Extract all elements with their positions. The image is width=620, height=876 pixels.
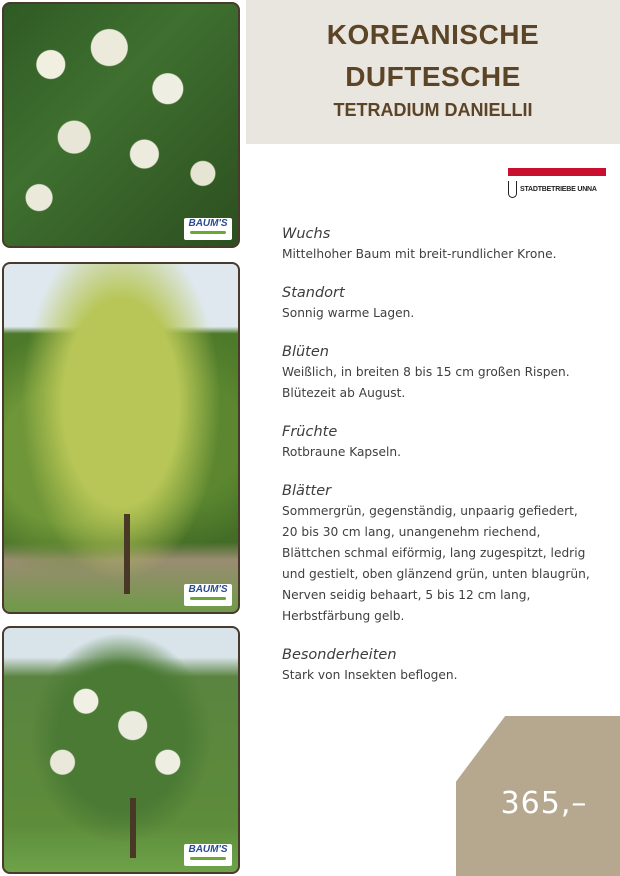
nursery-logo: BAUM'S [184,844,232,866]
photo-tree-summer [2,262,240,614]
section-body: Sommergrün, gegenständig, unpaarig gefiedert, 20 bis 30 cm lang, unangenehm riechend, Blättchen schmal eiförmig, lang zugespitzt, ledrig und gestielt, oben glänzend grün, unten blaugrün, Nerven seidig behaart, 5 bis 12 cm lang, Herbstfärbung gelb. [282,504,590,623]
section-heading: Besonderheiten [282,647,397,663]
nursery-logo: BAUM'S [184,218,232,240]
page-title-line2: DUFTESCHE [345,61,521,92]
section-heading: Wuchs [282,226,331,242]
section-body: Rotbraune Kapseln. [282,445,402,459]
price-label: 365,– [500,786,588,821]
section-wuchs [282,224,607,265]
section-standort [282,283,607,324]
section-body: Stark von Insekten beflogen. [282,668,458,682]
description [282,224,607,704]
botanical-name: TETRADIUM DANIELLII [333,100,533,120]
section-body: Mittelhoher Baum mit breit-rundlicher Krone. [282,247,557,261]
photo-flowering-branches [2,2,240,248]
section-body: Weißlich, in breiten 8 bis 15 cm großen Rispen. Blütezeit ab August. [282,365,570,400]
section-heading: Blüten [282,344,329,360]
section-blaetter [282,481,607,627]
section-blueten [282,342,607,404]
photo-tree-blooming [2,626,240,874]
section-besonderheiten [282,645,607,686]
section-heading: Blätter [282,483,332,499]
section-body: Sonnig warme Lagen. [282,306,415,320]
nursery-logo: BAUM'S [184,584,232,606]
u-mark-icon [508,181,517,198]
section-fruechte [282,422,607,463]
stadtbetriebe-logo: STADTBETRIEBE UNNA [508,168,606,198]
title-block [246,0,620,144]
section-heading: Früchte [282,424,338,440]
page-title-line1: KOREANISCHE [326,19,540,50]
section-heading: Standort [282,285,345,301]
